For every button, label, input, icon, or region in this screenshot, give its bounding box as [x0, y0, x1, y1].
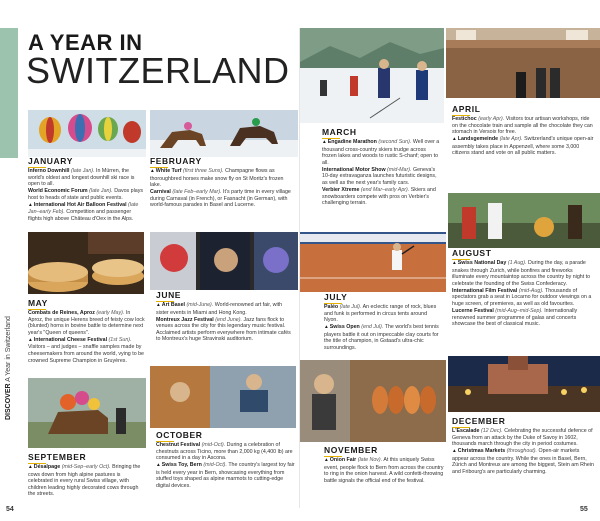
- month-heading-december: DECEMBER: [452, 416, 506, 426]
- event-item: Verbier Xtreme (end Mar–early Apr). Skiers and snowboarders compete with pros on Verbier's challenging terrain.: [322, 186, 436, 207]
- august-events: [452, 260, 596, 328]
- triangle-icon: ▲: [324, 458, 329, 463]
- event-item: ▲White Turf (first three Suns). Champagne flows as thoroughbred horses make snow fly on St Moritz's frozen lake.: [150, 168, 284, 189]
- event-item: Paléo (late Jul). An eclectic range of rock, blues and funk is performed in circus tents around Nyon.: [324, 304, 437, 324]
- event-item: Carnival (late Feb–early Mar). It's party time in every village during Carnaval (in French), or Fasnacht (in German), with world-famous parades in Basel and Lucerne.: [150, 189, 291, 209]
- event-item: Montreux Jazz Festival (end June). Jazz fans flock to venues across the city for this legendary music festival. Acclaimed artists perform everywhere from intimate cafés to Montreux's huge Stravinski auditorium.: [156, 316, 291, 343]
- event-item: ▲Onion Fair (late Nov). At this uniquely Swiss event, people flock to Bern from across the country to ring in the onion harvest. A wild confetti-throwing battle signals the official end of the festival.: [324, 457, 444, 484]
- photo-cheese-wheels: [28, 232, 144, 294]
- page-number-left: 54: [6, 506, 14, 513]
- may-events: [28, 310, 146, 365]
- march-events: [322, 139, 440, 207]
- january-events: [28, 168, 146, 223]
- event-item: ▲Art Basel (mid-June). World-renowned art fair, with sister events in Miami and Hong Kong.: [156, 302, 283, 316]
- triangle-icon: ▲: [322, 140, 327, 145]
- month-heading-july: JULY: [324, 292, 348, 302]
- photo-engadine-skiers: [300, 28, 444, 123]
- triangle-icon: ▲: [28, 465, 33, 470]
- event-item: ▲Swiss National Day (1 Aug). During the day, a parade snakes through Zurich, while bonfires and fireworks illuminate every mountaintop across the country by night to celebrate the founding of the Swiss Confederacy.: [452, 260, 591, 287]
- june-events: [156, 302, 296, 343]
- event-item: International Film Festival (mid-Aug). Thousands of spectators grab a seat in Locarno for outdoor viewings on a huge screen, of premieres, as well as old favourites.: [452, 287, 592, 307]
- photo-white-turf-horses: [150, 110, 298, 157]
- month-heading-march: MARCH: [322, 127, 357, 137]
- photo-swiss-open-tennis: [300, 232, 446, 292]
- event-item: ▲Swiss Toy, Bern (mid-Oct). The country's largest toy fair is held every year in Bern, showcasing everything from stuffed toys shaped as alpine marmots to cutting-edge digital devices.: [156, 462, 295, 489]
- event-item: ▲Engadine Marathon (second Sun). Well over a thousand cross-country skiers trudge across frozen lakes and woods to rustic S-chanf; open to all.: [322, 139, 440, 166]
- photo-christmas-market: [448, 356, 600, 412]
- event-item: Festichoc (early Apr). Visitors tour artisan workshops, ride on the chocolate train and sample all the chocolate they can stomach in Versoix for free.: [452, 116, 593, 136]
- photo-chestnut-festival: [150, 366, 296, 428]
- event-item: ▲International Cheese Festival (1st Sun). Visitors – and judges – snaffle samples made by cheesemakers from around the world, vying to be crowned Supreme Champion in Gruyères.: [28, 336, 145, 364]
- triangle-icon: ▲: [28, 337, 33, 343]
- photo-desalpage-cows: [28, 378, 146, 448]
- month-heading-february: FEBRUARY: [150, 156, 202, 166]
- section-label-text: A Year in Switzerland: [5, 316, 12, 382]
- page-number-right: 55: [580, 506, 588, 513]
- triangle-icon: ▲: [156, 303, 161, 308]
- photo-art-basel: [150, 232, 298, 290]
- side-tab-marker: [0, 28, 18, 158]
- photo-hot-air-balloons: [28, 110, 146, 157]
- triangle-icon: ▲: [156, 463, 161, 469]
- month-heading-november: NOVEMBER: [324, 445, 378, 455]
- month-heading-october: OCTOBER: [156, 430, 203, 440]
- triangle-icon: ▲: [324, 325, 329, 331]
- event-item: ▲Désalpage (mid-Sep–early Oct). Bringing the cows down from high alpine pastures is celebrated in every rural Swiss village, with children leading highly decorated cows through the streets.: [28, 464, 141, 498]
- month-heading-june: JUNE: [156, 290, 182, 300]
- page-title-line2: SWITZERLAND: [26, 50, 290, 91]
- page-title-line1: A YEAR IN: [28, 30, 143, 55]
- july-events: [324, 304, 440, 352]
- event-item: Combats de Reines, Aproz (early May). In Aproz, the unique Herens breed of feisty cow lock (blunted) horns in bovine battle to determine next year's "Queen of queens".: [28, 310, 145, 336]
- event-item: L'Escalade (12 Dec). Celebrating the successful defence of Geneva from an attack by the Duke of Savoy in 1602, thousands march through the city in period costumes.: [452, 428, 593, 448]
- event-item: Lucerne Festival (mid-Aug–mid-Sep). Internationally renowned summer programme of galas and concerts showcase the best of classical music.: [452, 307, 578, 328]
- section-side-label: [2, 180, 16, 420]
- event-item: ▲Swiss Open (end Jul). The world's best tennis players battle it out on impeccable clay courts for the title of champion, in Gstaad's ultra-chic surroundings.: [324, 324, 439, 351]
- september-events: [28, 464, 146, 498]
- event-item: World Economic Forum (late Jan). Davos plays host to heads of state and public events.: [28, 188, 144, 201]
- february-events: [150, 168, 296, 209]
- event-item: ▲Landsgemeinde (late Apr). Switzerland's unique open-air assembly takes place in Appenzell, where some 3,000 citizens stand and vote on all public matters.: [452, 136, 594, 157]
- triangle-icon: ▲: [452, 449, 457, 455]
- october-events: [156, 442, 296, 490]
- triangle-icon: ▲: [150, 169, 155, 174]
- month-heading-may: MAY: [28, 298, 48, 308]
- month-heading-april: APRIL: [452, 104, 481, 114]
- month-heading-january: JANUARY: [28, 156, 73, 166]
- event-item: International Motor Show (mid-Mar). Geneva's 10-day extravaganza launches futuristic designs, as well as the next year's family cars.: [322, 166, 437, 186]
- event-item: Chestnut Festival (mid-Oct). During a celebration of chestnuts across Ticino, more than 2,000 kg (4,400 lb) are consumed in a day in Ascona.: [156, 442, 293, 462]
- event-item: ▲International Hot Air Balloon Festival (late Jan–early Feb). Competition and passenger flights high above Château d'Oex in the Alps.: [28, 201, 139, 222]
- month-heading-august: AUGUST: [452, 248, 492, 258]
- november-events: [324, 457, 444, 485]
- photo-onion-fair: [300, 360, 446, 442]
- april-events: [452, 116, 596, 157]
- section-label-bold: DISCOVER: [5, 383, 12, 420]
- event-item: ▲Christmas Markets (throughout). Open-air markets appear across the country. While the ones in Basel, Bern, Zürich and Montreux are among the biggest, Stein am Rhein and Fribourg's are particularly charming.: [452, 448, 594, 475]
- photo-landsgemeinde-crowd: [446, 28, 600, 98]
- photo-swiss-national-day: [448, 193, 600, 248]
- month-heading-september: SEPTEMBER: [28, 452, 87, 462]
- triangle-icon: ▲: [452, 261, 457, 266]
- triangle-icon: ▲: [28, 202, 33, 208]
- december-events: [452, 428, 596, 476]
- triangle-icon: ▲: [452, 137, 457, 143]
- event-item: Inferno Downhill (late Jan). In Mürren, the world's oldest and longest downhill ski race is open to all.: [28, 168, 135, 188]
